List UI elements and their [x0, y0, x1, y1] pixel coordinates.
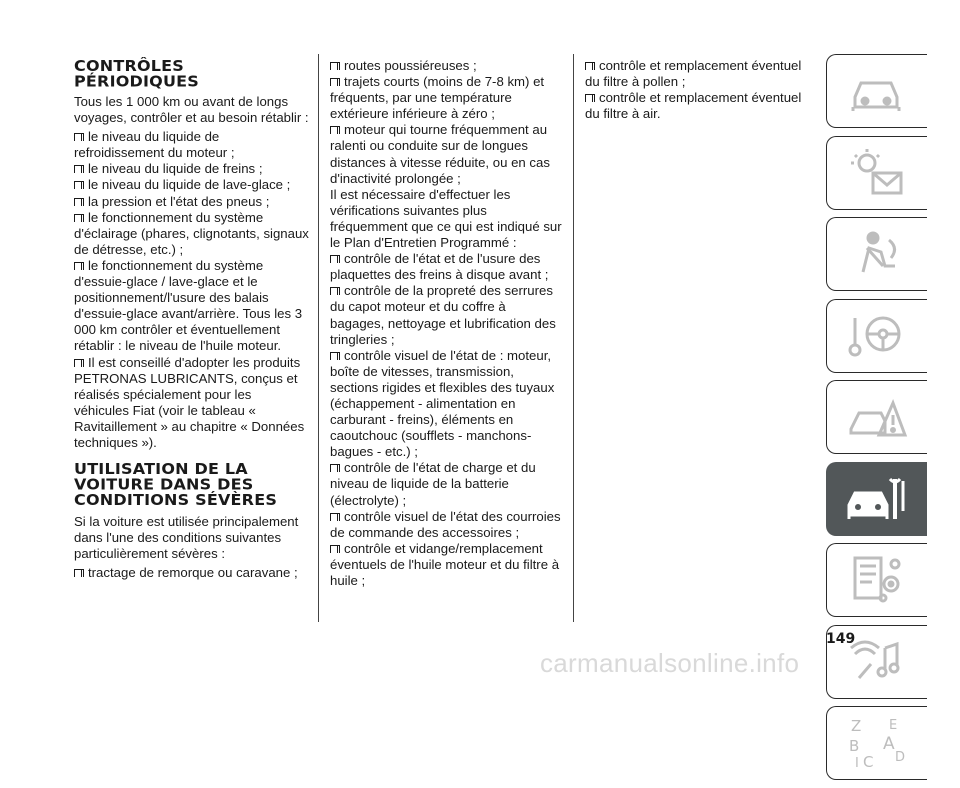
bullet-icon [74, 359, 84, 367]
list-item: contrôle de l'état et de l'usure des plaquettes des freins à disque avant ; [330, 251, 549, 283]
chapter-tabs [826, 54, 929, 788]
tab-warning-lights[interactable] [826, 136, 927, 210]
section-title-severe-conditions: UTILISATION DE LA VOITURE DANS DES CONDITIONS SÉVÈRES [74, 460, 278, 509]
periodic-checks-intro: Tous les 1 000 km ou avant de longs voyages, contrôler et au besoin rétablir : [74, 94, 309, 126]
svg-text:C: C [863, 753, 874, 771]
list-item: contrôle de la propreté des serrures du capot moteur et du coffre à bagages, nettoyage et lubrification des tringleries ; [330, 283, 556, 347]
list-item: contrôle visuel de l'état de : moteur, boîte de vitesses, transmission, sections rigides et flexibles des tuyaux (échappement - alimentation en carburant - freins), éléments en caoutchouc (soufflets - manchons-bagues - etc.) ; [330, 347, 555, 460]
list-item: tractage de remorque ou caravane ; [74, 565, 309, 581]
list-item: Il est conseillé d'adopter les produits PETRONAS LUBRICANTS, conçus et réalisés spécialement pour les véhicules Fiat (voir le tableau « Ravitaillement » au chapitre « Données techniques »). [74, 354, 305, 450]
list-item: moteur qui tourne fréquemment au ralenti ou conduite sur de longues distances à vitesse réduite, ou en cas d'inactivité prolongée ; [330, 122, 550, 186]
column-3 [585, 58, 807, 122]
bullet-icon [74, 262, 84, 270]
list-item: routes poussiéreuses ; [330, 58, 562, 74]
bullet-icon [74, 181, 84, 189]
bullet-icon [330, 464, 340, 472]
list-item: le fonctionnement du système d'éclairage (phares, clignotants, signaux de détresse, etc.) ; [74, 209, 309, 257]
list-item: contrôle de l'état de charge et du niveau de liquide de la batterie (électrolyte) ; [330, 460, 536, 508]
bullet-icon [330, 126, 340, 134]
svg-text:Z: Z [851, 717, 862, 735]
technical-data-gears-icon [845, 552, 909, 608]
bullet-icon [585, 62, 595, 70]
watermark: carmanualsonline.info [540, 648, 800, 678]
bullet-icon [330, 352, 340, 360]
list-item: le fonctionnement du système d'essuie-glace / lave-glace et le positionnement/l'usure des balais d'essuie-glace avant/arrière. Tous les 3 000 km contrôler et éventuellement rétablir : le niveau de l'huile moteur. [74, 257, 303, 354]
column-2 [330, 58, 562, 589]
svg-text:A: A [883, 734, 895, 754]
svg-text:E: E [889, 718, 898, 733]
emergency-warning-icon [845, 389, 909, 445]
tab-index[interactable] [826, 706, 927, 780]
bullet-icon [330, 78, 340, 86]
car-dashboard-icon [845, 63, 909, 119]
column-divider-left [318, 54, 319, 622]
bullet-icon [74, 198, 84, 206]
bullet-icon [74, 214, 84, 222]
key-steering-wheel-icon [845, 308, 909, 364]
tab-knowing-your-car[interactable] [826, 54, 927, 128]
lights-and-messages-icon [845, 145, 909, 201]
tab-servicing-care[interactable] [826, 462, 927, 536]
column-1 [74, 58, 309, 581]
tab-technical-data[interactable] [826, 543, 927, 617]
column-divider-right [573, 54, 574, 622]
section-title-periodic-checks: CONTRÔLES PÉRIODIQUES [74, 57, 200, 91]
tab-emergency[interactable] [826, 380, 927, 454]
list-item: contrôle et remplacement éventuel du filtre à air. [585, 90, 802, 122]
svg-text:B: B [849, 737, 860, 755]
severe-conditions-intro: Si la voiture est utilisée principalement dans l'une des conditions suivantes particulièrement sévères : [74, 514, 299, 562]
alphabetical-index-icon [845, 715, 909, 771]
tab-safety[interactable] [826, 217, 927, 291]
bullet-icon [74, 165, 84, 173]
tab-starting-driving[interactable] [826, 299, 927, 373]
bullet-icon [330, 545, 340, 553]
list-item: la pression et l'état des pneus ; [74, 194, 309, 210]
severe-checks-intro: Il est nécessaire d'effectuer les vérifications suivantes plus fréquemment que ce qui est indiqué sur le Plan d'Entretien Programmé : [330, 186, 562, 251]
page-number: 149 [826, 631, 856, 647]
list-item: le niveau du liquide de refroidissement du moteur ; [74, 129, 235, 161]
car-maintenance-wrench-icon [845, 471, 909, 527]
list-item: le niveau du liquide de lave-glace ; [74, 177, 309, 193]
bullet-icon [585, 94, 595, 102]
list-item: contrôle et remplacement éventuel du filtre à pollen ; [585, 58, 802, 90]
bullet-icon [330, 62, 340, 70]
periodic-checks-list [74, 129, 309, 451]
list-item: contrôle visuel de l'état des courroies de commande des accessoires ; [330, 508, 561, 540]
list-item: le niveau du liquide de freins ; [74, 161, 309, 177]
bullet-icon [330, 513, 340, 521]
safety-seatbelt-airbag-icon [845, 226, 909, 282]
svg-text:D: D [895, 750, 906, 765]
list-item: trajets courts (moins de 7-8 km) et fréquents, par une température extérieure inférieure à zéro ; [330, 74, 545, 122]
bullet-icon [330, 255, 340, 263]
bullet-icon [74, 569, 84, 577]
bullet-icon [330, 287, 340, 295]
list-item: contrôle et vidange/remplacement éventuels de l'huile moteur et du filtre à huile ; [330, 540, 560, 588]
svg-text:I: I [855, 756, 859, 771]
bullet-icon [74, 133, 84, 141]
